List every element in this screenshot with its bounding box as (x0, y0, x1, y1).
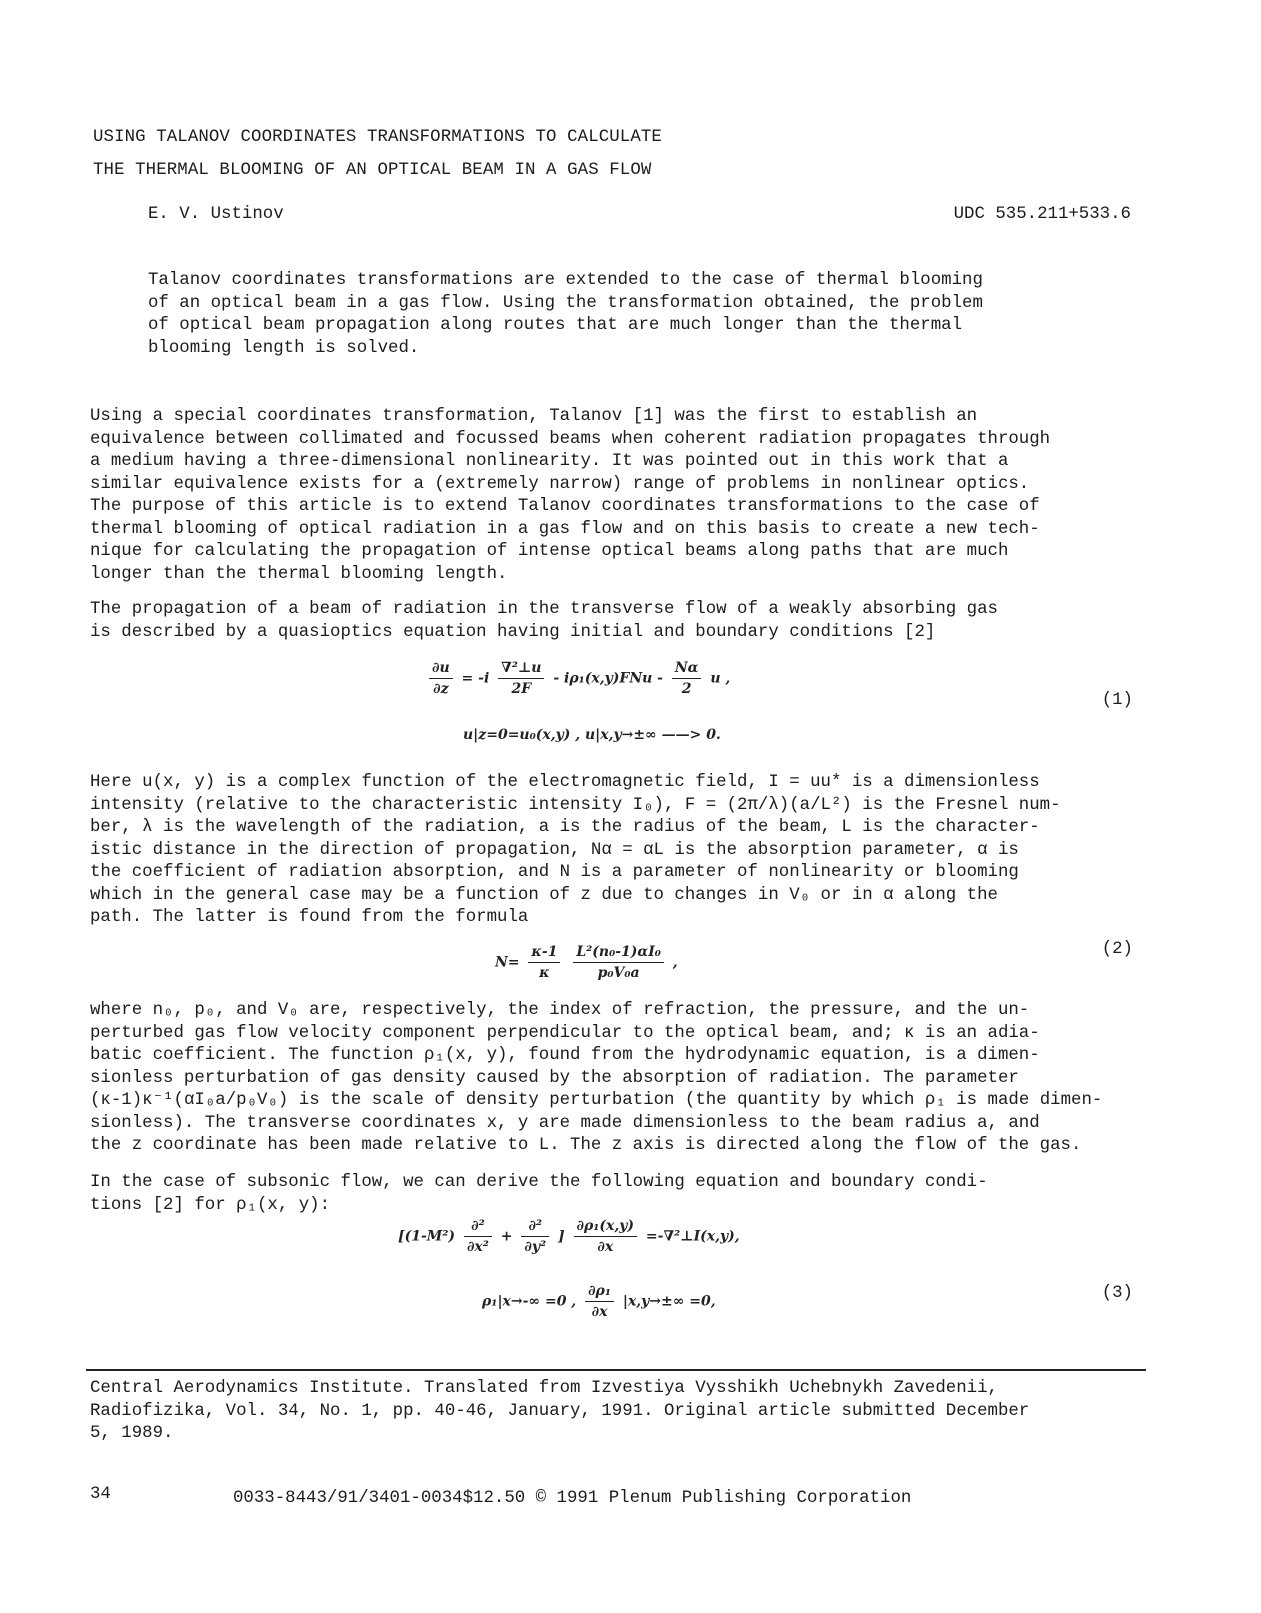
footnote: Central Aerodynamics Institute. Translated from Izvestiya Vysshikh Uchebnykh Zavedenii, Radiofizika, Vol. 34, No. 1, pp. 40-46, January, 1991. Original article submitted December 5, 1989. (90, 1379, 1030, 1443)
equation-1-boundary: u|z=0=u₀(x,y) , u|x,y→±∞ ——> 0. (463, 727, 721, 743)
equation-3: [(1-M²) $\frac{\text{∂²}}{\text{∂x²}}$ + $\frac{\text{∂²}}{\text{∂y²}}$ ] $\frac{\text{∂ρ₁(x,y)}}{\partial x}$ =-∇²⊥I(x,y), (398, 1218, 740, 1255)
footnote-divider (86, 1369, 1146, 1371)
paragraph-propagation: The propagation of a beam of radiation in the transverse flow of a weakly absorbing gas is described by a quasioptics equation having initial and boundary conditions [2] (90, 600, 998, 642)
author: E. V. Ustinov (148, 205, 284, 224)
eq2-main-fraction: $\frac{\text{L²(n₀-1)αI₀}}{\text{p₀V₀a}}$ (573, 944, 664, 981)
equation-3-number: (3) (1101, 1284, 1133, 1303)
paragraph-subsonic: In the case of subsonic flow, we can derive the following equation and boundary condi- tions [2] for ρ₁(x, y): (90, 1173, 988, 1215)
eq3-density-fraction: $\frac{\text{∂ρ₁(x,y)}}{\partial x}$ (574, 1218, 638, 1255)
eq3-dx2-fraction: $\frac{\text{∂²}}{\text{∂x²}}$ (464, 1218, 492, 1255)
equation-3-boundary: ρ₁|x→-∞ =0 , $\frac{\text{∂ρ₁}}{\partial x}$ |x,y→±∞ =0, (482, 1283, 716, 1320)
title-line-2: THE THERMAL BLOOMING OF AN OPTICAL BEAM IN A GAS FLOW (93, 161, 652, 180)
paragraph-parameters: where n₀, p₀, and V₀ are, respectively, the index of refraction, the pressure, and the un- perturbed gas flow velocity component perpendicular to the optical beam, and; κ is an adia- batic coefficient. The function ρ₁(x, y), found from the hydrodynamic equation, is a dimen- sionless perturbation of gas density caused by the absorption of radiation. The parameter (κ-1)κ⁻¹(αI₀a/p₀V₀) is the scale of density perturbation (the quantity by which ρ₁ is made dimen- sionless). The transverse coordinates x, y are made dimensionless to the beam radius a, and the z coordinate has been made relative to L. The z axis is directed along the flow of the gas. (90, 1001, 1103, 1155)
equation-2-number: (2) (1101, 940, 1133, 959)
equation-1: $\frac{\partial u}{\partial z}$ = -i $\frac{\text{∇²⊥u}}{2F}$ - iρ₁(x,y)FNu - $\frac{N\alpha}{2}$ u , (425, 660, 730, 697)
udc-code: UDC 535.211+533.6 (953, 205, 1131, 224)
eq2-kappa-fraction: $\frac{\kappa-1}{\kappa}$ (528, 944, 560, 981)
abstract: Talanov coordinates transformations are extended to the case of thermal blooming of an optical beam in a gas flow. Using the transformation obtained, the problem of optical beam propagation along routes that are much longer than the thermal blooming length is solved. (148, 271, 983, 358)
paragraph-definitions: Here u(x, y) is a complex function of the electromagnetic field, I = uu* is a dimensionless intensity (relative to the characteristic intensity I₀), F = (2π/λ)(a/L²) is the Fresnel num- ber, λ is the wavelength of the radiation, a is the radius of the beam, L is the character- istic distance in the direction of propagation, Nα = αL is the absorption parameter, α is the coefficient of radiation absorption, and N is a parameter of nonlinearity or blooming which in the general case may be a function of z due to changes in V₀ or in α along the path. The latter is found from the formula (90, 773, 1061, 927)
copyright-line: 0033-8443/91/3401-0034$12.50 © 1991 Plenum Publishing Corporation (233, 1489, 912, 1508)
eq3-dy2-fraction: $\frac{\text{∂²}}{\text{∂y²}}$ (521, 1218, 549, 1255)
equation-1-number: (1) (1101, 691, 1133, 710)
eq1-absorption-fraction: $\frac{N\alpha}{2}$ (672, 660, 702, 697)
page-number: 34 (90, 1485, 111, 1504)
eq3-bc-fraction: $\frac{\text{∂ρ₁}}{\partial x}$ (585, 1283, 614, 1320)
eq1-lhs-fraction: $\frac{\partial u}{\partial z}$ (429, 660, 453, 697)
eq1-laplacian-fraction: $\frac{\text{∇²⊥u}}{2F}$ (498, 660, 544, 697)
equation-2: N= $\frac{\kappa-1}{\kappa}$ $\frac{\text{L²(n₀-1)αI₀}}{\text{p₀V₀a}}$ , (495, 944, 678, 981)
paragraph-intro: Using a special coordinates transformation, Talanov [1] was the first to establish an equivalence between collimated and focussed beams when coherent radiation propagates through a medium having a three-dimensional nonlinearity. It was pointed out in this work that a similar equivalence exists for a (extremely narrow) range of problems in nonlinear optics. The purpose of this article is to extend Talanov coordinates transformations to the case of thermal blooming of optical radiation in a gas flow and on this basis to create a new tech- nique for calculating the propagation of intense optical beams along paths that are much longer than the thermal blooming length. (90, 407, 1051, 584)
title-line-1: USING TALANOV COORDINATES TRANSFORMATIONS TO CALCULATE (93, 128, 662, 147)
